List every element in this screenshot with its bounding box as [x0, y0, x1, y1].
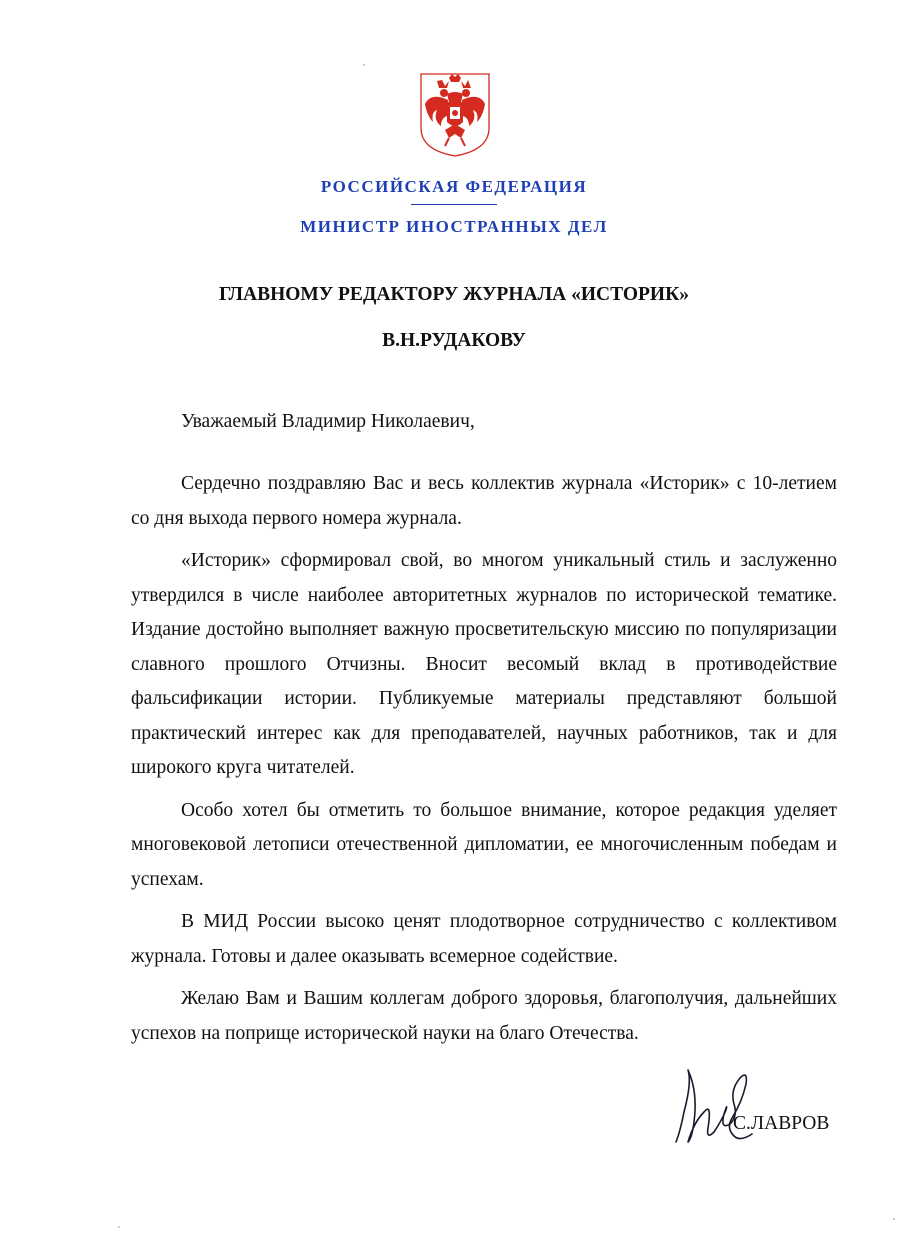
scan-speck	[363, 64, 365, 66]
letterhead-office: МИНИСТР ИНОСТРАННЫХ ДЕЛ	[300, 217, 608, 236]
addressee-name: В.Н.РУДАКОВУ	[382, 330, 526, 351]
letterhead-country: РОССИЙСКАЯ ФЕДЕРАЦИЯ	[320, 177, 588, 196]
paragraph: Особо хотел бы отметить то большое внимание, которое редакция уделяет многовековой летописи отечественной дипломатии, ее многочисленным победам и успехам.	[131, 799, 837, 890]
scan-speck	[893, 1218, 895, 1220]
paragraph: В МИД России высоко ценят плодотворное сотрудничество с коллективом журнала. Готовы и далее оказывать всемерное содействие.	[131, 911, 837, 967]
coat-of-arms-icon	[417, 72, 493, 158]
paragraph: «Историк» сформировал свой, во многом уникальный стиль и заслуженно утвердился в числе наиболее авторитетных журналов по исторической тематике. Издание достойно выполняет важную просветительскую миссию по популяризации славного прошлого Отчизны. Вносит весомый вклад в противодействие фальсификации истории. Публикуемые материалы представляют большой практический интерес как для преподавателей, научных работников, так и для широкого круга читателей.	[131, 550, 837, 778]
scan-speck	[118, 1226, 120, 1228]
letterhead-divider	[411, 204, 497, 205]
letter-body	[131, 467, 837, 1059]
signer-name: С.ЛАВРОВ	[733, 1113, 830, 1134]
salutation: Уважаемый Владимир Николаевич,	[181, 411, 475, 432]
paragraph: Желаю Вам и Вашим коллегам доброго здоровья, благополучия, дальнейших успехов на поприще исторической науки на благо Отечества.	[131, 988, 837, 1044]
signature-icon	[668, 1062, 760, 1152]
addressee-title: ГЛАВНОМУ РЕДАКТОРУ ЖУРНАЛА «ИСТОРИК»	[219, 284, 689, 305]
paragraph: Сердечно поздравляю Вас и весь коллектив журнала «Историк» с 10-летием со дня выхода первого номера журнала.	[131, 473, 837, 529]
